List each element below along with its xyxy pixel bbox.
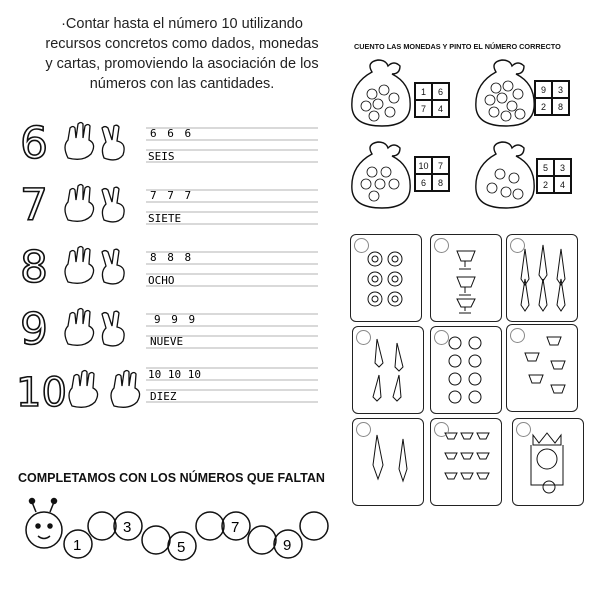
grid-number[interactable]: 9	[535, 81, 552, 98]
writing-guide-lines	[146, 128, 318, 402]
row-word: SEIS	[148, 150, 175, 163]
coin-icon	[361, 167, 399, 201]
row-word: SIETE	[148, 212, 182, 225]
counting-card[interactable]	[430, 326, 502, 414]
number-grid	[534, 80, 570, 116]
hand-icon	[65, 123, 94, 160]
grid-number[interactable]: 4	[432, 100, 449, 117]
tracing-row-7	[20, 180, 193, 231]
row-digits: 8 8 8	[150, 251, 194, 264]
caterpillar-icon	[10, 496, 340, 566]
counting-card[interactable]	[352, 418, 424, 506]
hand-icon	[102, 249, 124, 284]
answer-bubble[interactable]	[434, 238, 449, 253]
hand-icon	[65, 247, 94, 284]
grid-number[interactable]: 3	[554, 159, 571, 176]
money-bag-icon	[476, 60, 534, 126]
grid-number[interactable]: 3	[552, 81, 569, 98]
tracing-row-8	[20, 242, 193, 293]
counting-card[interactable]	[506, 324, 578, 412]
money-bag-icon	[352, 142, 410, 208]
answer-bubble[interactable]	[354, 238, 369, 253]
coin-icon	[487, 169, 523, 199]
row-digits: 6 6 6	[150, 127, 194, 140]
grid-number[interactable]: 10	[415, 157, 432, 174]
grid-number[interactable]: 7	[432, 157, 449, 174]
coin-icon	[361, 85, 399, 121]
grid-number[interactable]: 1	[415, 83, 432, 100]
tracing-row-10	[16, 368, 201, 416]
caterpillar-title: COMPLETAMOS CON LOS NÚMEROS QUE FALTAN	[18, 471, 325, 485]
answer-bubble[interactable]	[510, 328, 525, 343]
counting-card[interactable]	[512, 418, 584, 506]
counting-card[interactable]	[506, 234, 578, 322]
grid-number[interactable]: 8	[552, 98, 569, 115]
big-number: 7	[20, 180, 48, 231]
hand-icon	[102, 311, 124, 346]
counting-card[interactable]	[430, 234, 502, 322]
tracing-row-6	[20, 118, 193, 169]
big-number: 8	[20, 242, 48, 293]
caterpillar-number: 7	[231, 519, 240, 536]
counting-card[interactable]	[430, 418, 502, 506]
row-digits: 10 10 10	[148, 368, 201, 381]
number-grid	[414, 82, 450, 118]
big-number: 9	[20, 304, 48, 355]
grid-number[interactable]: 4	[554, 176, 571, 193]
row-word: NUEVE	[150, 335, 184, 348]
hand-icon	[111, 371, 140, 408]
answer-bubble[interactable]	[516, 422, 531, 437]
money-bag-icon	[352, 60, 410, 126]
grid-number[interactable]: 6	[432, 83, 449, 100]
grid-number[interactable]: 7	[415, 100, 432, 117]
number-grid	[414, 156, 450, 192]
coins-title: CUENTO LAS MONEDAS Y PINTO EL NÚMERO CORRECTO	[354, 42, 561, 51]
coin-icon	[485, 81, 525, 121]
answer-bubble[interactable]	[434, 330, 449, 345]
caterpillar-number: 3	[123, 519, 132, 536]
grid-number[interactable]: 5	[537, 159, 554, 176]
grid-number[interactable]: 2	[535, 98, 552, 115]
number-grid	[536, 158, 572, 194]
big-number: 6	[20, 118, 48, 169]
caterpillar-number: 1	[73, 537, 82, 554]
row-word: DIEZ	[150, 390, 177, 403]
intro-line: números con las cantidades.	[89, 76, 275, 92]
answer-bubble[interactable]	[434, 422, 449, 437]
money-bag-icon	[476, 142, 534, 208]
grid-number[interactable]: 6	[415, 174, 432, 191]
answer-bubble[interactable]	[356, 330, 371, 345]
caterpillar-number: 9	[283, 537, 292, 554]
hand-icon	[65, 309, 94, 346]
tracing-row-9	[20, 304, 197, 355]
big-number: 10	[16, 370, 67, 416]
counting-card[interactable]	[352, 326, 424, 414]
grid-number[interactable]: 2	[537, 176, 554, 193]
grid-number[interactable]: 8	[432, 174, 449, 191]
row-word: OCHO	[148, 274, 175, 287]
intro-line: y cartas, promoviendo la asociación de los	[45, 56, 319, 72]
hand-icon	[69, 371, 98, 408]
answer-bubble[interactable]	[510, 238, 525, 253]
hand-icon	[102, 125, 124, 160]
intro-line: recursos concretos como dados, monedas	[45, 36, 319, 52]
caterpillar-number: 5	[177, 539, 186, 556]
row-digits: 9 9 9	[154, 313, 198, 326]
hand-icon	[65, 185, 94, 222]
counting-card[interactable]	[350, 234, 422, 322]
hand-icon	[102, 187, 124, 222]
intro-line: ·Contar hasta el número 10 utilizando	[61, 16, 303, 32]
answer-bubble[interactable]	[356, 422, 371, 437]
row-digits: 7 7 7	[150, 189, 194, 202]
